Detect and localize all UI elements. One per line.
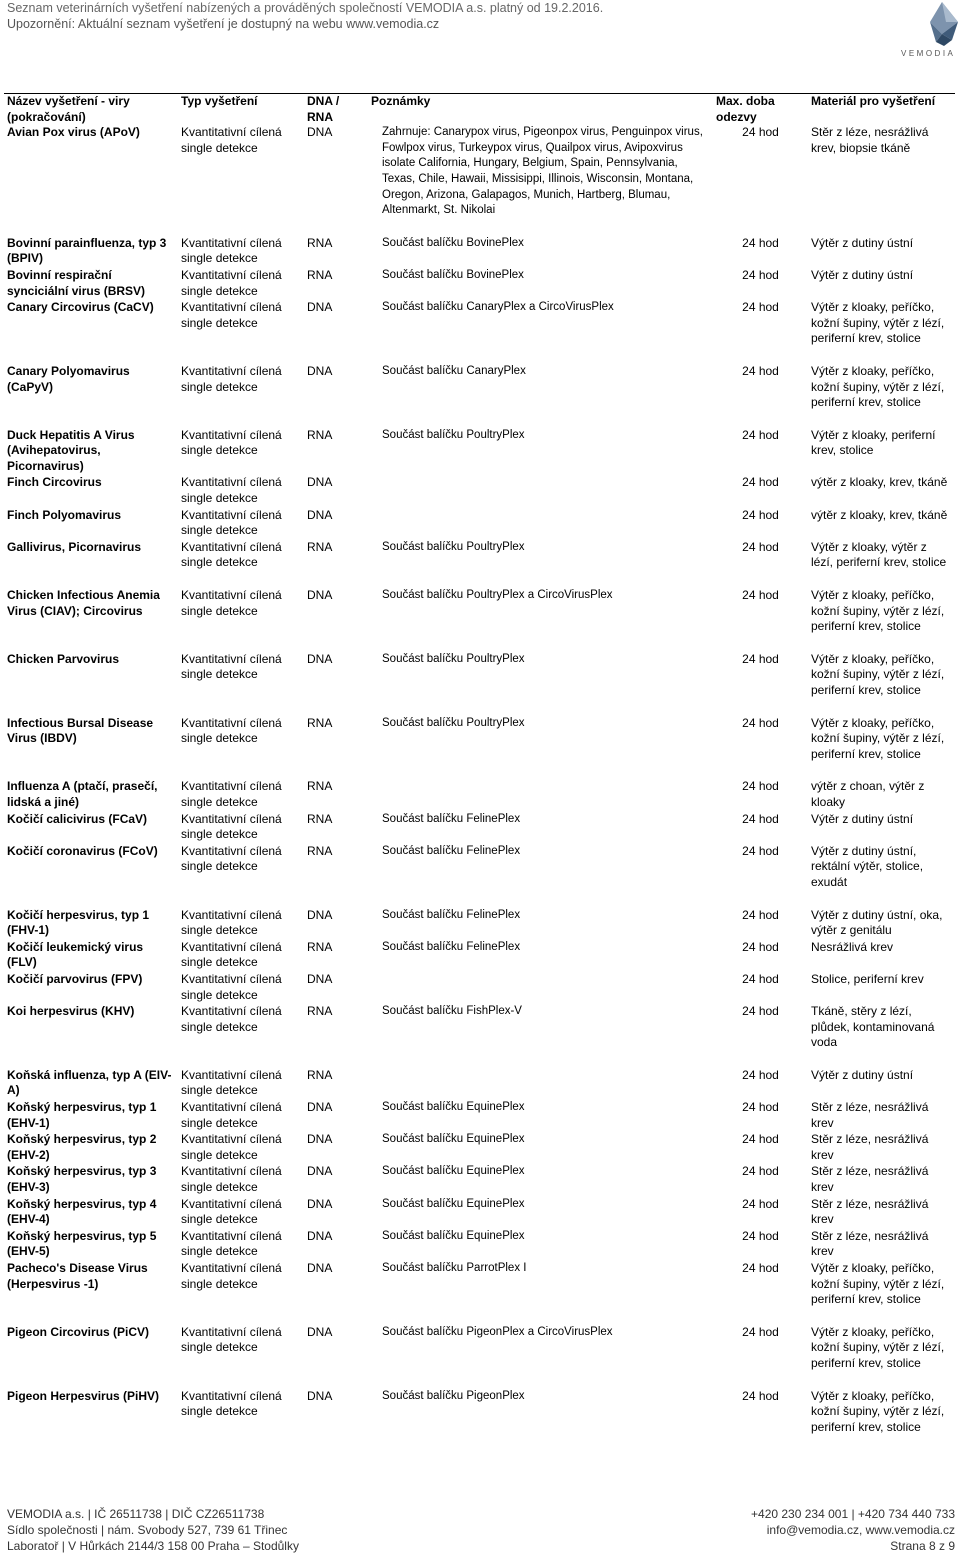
row-virus-name: Canary Polyomavirus (CaPyV) [7,363,130,394]
row-test-type: Kvantitativní cílená single detekce [181,1164,282,1195]
row-virus-name: Finch Circovirus [7,475,102,490]
row-test-type: Kvantitativní cílená single detekce [181,1324,282,1355]
row-virus-name: Infectious Bursal Disease Virus (IBDV) [7,715,154,746]
header-notice: Upozornění: Aktuální seznam vyšetření je dostupný na webu www.vemodia.cz [7,17,440,31]
row-note: Součást balíčku FelinePlex [382,812,521,825]
table-row [4,812,955,844]
table-row [4,779,955,811]
footer-phones: +420 230 234 001 | +420 734 440 733 [751,1507,955,1521]
row-note: Součást balíčku CanaryPlex [382,364,526,377]
row-test-type: Kvantitativní cílená single detekce [181,1100,282,1130]
row-material: Výtěr z dutiny ústní, rektální výtěr, stolice, exudát [811,843,924,889]
logo-wordmark: VEMODIA [901,49,956,58]
row-note: Součást balíčku BovinePlex [382,268,524,281]
footer-left [7,1506,299,1554]
row-spacer [4,220,955,236]
row-test-type: Kvantitativní cílená single detekce [181,539,282,570]
row-dna-rna: DNA [307,300,333,315]
row-max-time: 24 hod [742,507,779,522]
row-max-time: 24 hod [742,267,779,282]
row-max-time: 24 hod [742,539,779,554]
row-material: Stěr z léze, nesrážlivá krev, biopsie tkáně [811,125,929,155]
table-row [4,1068,955,1100]
row-virus-name: Bovinní parainfluenza, typ 3 (BPIV) [7,235,167,266]
row-test-type: Kvantitativní cílená single detekce [181,427,282,458]
row-dna-rna: DNA [307,588,333,603]
row-note: Součást balíčku PoultryPlex a CircoVirusPlex [382,589,613,602]
table-row [4,716,955,764]
spacer-cell [4,572,955,588]
row-dna-rna: DNA [307,907,333,922]
row-material: Výtěr z kloaky, peříčko, kožní šupiny, výtěr z lézí, periferní krev, stolice [811,300,945,346]
row-test-type: Kvantitativní cílená single detekce [181,235,282,266]
row-spacer [4,636,955,652]
row-dna-rna: RNA [307,811,333,826]
row-dna-rna: DNA [307,475,333,490]
row-virus-name: Koňský herpesvirus, typ 2 (EHV-2) [7,1132,157,1162]
row-dna-rna: RNA [307,1067,333,1082]
row-virus-name: Pigeon Herpesvirus (PiHV) [7,1388,160,1403]
row-test-type: Kvantitativní cílená single detekce [181,1388,282,1419]
row-note [368,1068,713,1100]
row-material: Stěr z léze, nesrážlivá krev [811,1132,929,1162]
col-header-type: Typ vyšetření [181,94,258,108]
row-dna-rna: DNA [307,1164,333,1179]
row-dna-rna: DNA [307,1100,333,1115]
row-dna-rna: DNA [307,1228,333,1243]
row-virus-name: Koňský herpesvirus, typ 1 (EHV-1) [7,1100,157,1130]
row-material: Nesrážlivá krev [811,939,894,954]
row-material: výtěr z choan, výtěr z kloaky [811,779,925,809]
row-max-time: 24 hod [742,1324,779,1339]
row-spacer [4,1052,955,1068]
table-header-row [4,94,955,126]
row-virus-name: Koňský herpesvirus, typ 3 (EHV-3) [7,1164,157,1195]
row-dna-rna: DNA [307,125,333,140]
row-max-time: 24 hod [742,588,779,603]
row-max-time: 24 hod [742,427,779,442]
row-virus-name: Avian Pox virus (APoV) [7,125,140,140]
row-virus-name: Gallivirus, Picornavirus [7,539,142,554]
row-virus-name: Kočičí coronavirus (FCoV) [7,843,158,858]
footer-lab: Laboratoř | V Hůrkách 2144/3 158 00 Praha – Stodůlky [7,1539,299,1553]
row-test-type: Kvantitativní cílená single detekce [181,1196,282,1227]
spacer-cell [4,412,955,428]
row-spacer [4,412,955,428]
row-dna-rna: DNA [307,363,333,378]
row-spacer [4,700,955,716]
col-header-material: Materiál pro vyšetření [811,94,936,108]
row-test-type: Kvantitativní cílená single detekce [181,1004,282,1034]
row-note: Součást balíčku CanaryPlex a CircoVirusPlex [382,301,614,314]
footer-seat: Sídlo společnosti | nám. Svobody 527, 739 61 Třinec [7,1523,288,1537]
row-dna-rna: DNA [307,651,333,666]
row-note: Součást balíčku PoultryPlex [382,540,525,553]
row-max-time: 24 hod [742,1100,779,1115]
table-row [4,844,955,892]
row-virus-name: Kočičí parvovirus (FPV) [7,971,143,986]
virus-test-table [4,93,955,1436]
row-material: Stěr z léze, nesrážlivá krev [811,1164,929,1195]
row-note: Součást balíčku PoultryPlex [382,716,525,729]
row-dna-rna: RNA [307,539,333,554]
spacer-cell [4,700,955,716]
row-note: Součást balíčku EquinePlex [382,1165,525,1178]
row-max-time: 24 hod [742,125,779,140]
table-row [4,475,955,507]
row-material: Výtěr z kloaky, peříčko, kožní šupiny, výtěr z lézí, periferní krev, stolice [811,1261,945,1307]
row-note: Součást balíčku FelinePlex [382,940,521,953]
row-note: Součást balíčku PoultryPlex [382,652,525,665]
row-dna-rna: DNA [307,1388,333,1403]
row-material: Výtěr z kloaky, peříčko, kožní šupiny, výtěr z lézí, periferní krev, stolice [811,715,945,761]
row-max-time: 24 hod [742,1196,779,1211]
spacer-cell [4,892,955,908]
table-row [4,1132,955,1164]
row-spacer [4,572,955,588]
footer-contact: info@vemodia.cz, www.vemodia.cz [766,1523,955,1537]
table-row [4,1389,955,1437]
row-max-time: 24 hod [742,235,779,250]
row-max-time: 24 hod [742,1261,779,1275]
row-material: Stěr z léze, nesrážlivá krev [811,1196,929,1227]
row-virus-name: Kočičí leukemický virus (FLV) [7,939,144,970]
table-row [4,1261,955,1309]
row-dna-rna: RNA [307,715,333,730]
row-dna-rna: RNA [307,267,333,282]
col-header-time: Max. doba odezvy [716,94,775,124]
row-virus-name: Influenza A (ptačí, prasečí, lidská a jiné) [7,779,158,809]
row-virus-name: Pacheco's Disease Virus (Herpesvirus -1) [7,1261,148,1291]
row-dna-rna: RNA [307,1004,333,1019]
row-virus-name: Duck Hepatitis A Virus (Avihepatovirus, Picornavirus) [7,427,135,473]
row-material: Výtěr z kloaky, peříčko, kožní šupiny, výtěr z lézí, periferní krev, stolice [811,651,945,697]
row-material: Výtěr z kloaky, periferní krev, stolice [811,427,936,458]
row-test-type: Kvantitativní cílená single detekce [181,779,282,809]
row-virus-name: Koi herpesvirus (KHV) [7,1004,135,1019]
row-material: Stěr z léze, nesrážlivá krev [811,1100,929,1130]
row-dna-rna: DNA [307,971,333,986]
row-virus-name: Koňský herpesvirus, typ 5 (EHV-5) [7,1228,157,1259]
row-note: Součást balíčku EquinePlex [382,1197,525,1210]
row-virus-name: Chicken Parvovirus [7,651,120,666]
row-max-time: 24 hod [742,939,779,954]
table-row [4,364,955,412]
row-material: Výtěr z kloaky, peříčko, kožní šupiny, výtěr z lézí, periferní krev, stolice [811,1388,945,1434]
table-row [4,1004,955,1052]
table-row [4,1229,955,1261]
row-dna-rna: DNA [307,1132,333,1147]
table-row [4,588,955,636]
row-material: Výtěr z dutiny ústní [811,1067,914,1082]
row-note: Součást balíčku ParrotPlex I [382,1262,527,1274]
row-test-type: Kvantitativní cílená single detekce [181,267,282,298]
row-material: Výtěr z kloaky, peříčko, kožní šupiny, výtěr z lézí, periferní krev, stolice [811,363,945,410]
row-note: Součást balíčku FelinePlex [382,908,521,921]
row-max-time: 24 hod [742,715,779,730]
row-material: Tkáně, stěry z lézí, plůdek, kontaminovaná voda [811,1004,935,1050]
row-note: Součást balíčku EquinePlex [382,1229,525,1242]
row-test-type: Kvantitativní cílená single detekce [181,939,282,970]
row-dna-rna: RNA [307,427,333,442]
row-material: Výtěr z kloaky, peříčko, kožní šupiny, výtěr z lézí, periferní krev, stolice [811,588,945,634]
row-max-time: 24 hod [742,1388,779,1403]
row-material: Výtěr z dutiny ústní [811,267,914,282]
row-test-type: Kvantitativní cílená single detekce [181,1132,282,1162]
row-test-type: Kvantitativní cílená single detekce [181,651,282,682]
table-row [4,1197,955,1229]
row-dna-rna: DNA [307,1261,333,1275]
spacer-cell [4,1309,955,1325]
row-note: Součást balíčku PoultryPlex [382,428,525,441]
row-test-type: Kvantitativní cílená single detekce [181,300,282,330]
row-max-time: 24 hod [742,1132,779,1147]
row-note: Součást balíčku EquinePlex [382,1133,525,1146]
row-material: Výtěr z dutiny ústní [811,235,914,250]
row-dna-rna: RNA [307,843,333,858]
row-dna-rna: RNA [307,235,333,250]
row-note: Součást balíčku PigeonPlex [382,1389,525,1402]
row-max-time: 24 hod [742,1164,779,1179]
row-material: výtěr z kloaky, krev, tkáně [811,507,948,522]
row-max-time: 24 hod [742,811,779,826]
table-row [4,508,955,540]
row-max-time: 24 hod [742,779,779,794]
row-max-time: 24 hod [742,971,779,986]
row-test-type: Kvantitativní cílená single detekce [181,715,282,746]
row-dna-rna: RNA [307,939,333,954]
row-spacer [4,1309,955,1325]
footer-company: VEMODIA a.s. | IČ 26511738 | DIČ CZ26511738 [7,1507,265,1521]
row-virus-name: Bovinní respirační synciciální virus (BRSV) [7,267,146,298]
row-virus-name: Pigeon Circovirus (PiCV) [7,1324,150,1339]
row-test-type: Kvantitativní cílená single detekce [181,363,282,394]
table-row [4,1164,955,1196]
row-spacer [4,348,955,364]
row-dna-rna: DNA [307,1196,333,1211]
table-row [4,268,955,300]
row-test-type: Kvantitativní cílená single detekce [181,843,282,874]
col-header-dna-rna: DNA / RNA [307,94,340,124]
table-row [4,428,955,476]
row-test-type: Kvantitativní cílená single detekce [181,507,282,538]
row-note [368,508,713,540]
header-validity: Seznam veterinárních vyšetření nabízených a prováděných společností VEMODIA a.s. platný od 19.2.2016. [7,1,604,15]
row-max-time: 24 hod [742,300,779,315]
row-spacer [4,763,955,779]
spacer-cell [4,1052,955,1068]
row-virus-name: Chicken Infectious Anemia Virus (CIAV); Circovirus [7,588,160,618]
table-row [4,540,955,572]
row-virus-name: Kočičí calicivirus (FCaV) [7,811,148,826]
table-row [4,972,955,1004]
table-row [4,125,955,220]
table-row [4,1100,955,1132]
table-row [4,1325,955,1373]
row-max-time: 24 hod [742,1004,779,1019]
row-material: výtěr z kloaky, krev, tkáně [811,475,948,490]
row-test-type: Kvantitativní cílená single detekce [181,971,282,1002]
table-body [4,125,955,1436]
spacer-cell [4,763,955,779]
row-dna-rna: RNA [307,779,333,794]
row-note: Součást balíčku BovinePlex [382,236,524,249]
row-dna-rna: DNA [307,1324,333,1339]
col-header-name: Název vyšetření - viry (pokračování) [7,94,130,124]
row-virus-name: Koňský herpesvirus, typ 4 (EHV-4) [7,1196,157,1227]
row-max-time: 24 hod [742,1228,779,1243]
row-test-type: Kvantitativní cílená single detekce [181,1261,282,1291]
row-dna-rna: DNA [307,507,333,522]
row-note [368,972,713,1004]
row-note: Zahrnuje: Canarypox virus, Pigeonpox virus, Penguinpox virus, Fowlpox virus, Turkeypox virus, Quailpox virus, Avipoxvirus isolate California, Hungary, Belgium, Spain, Pennsylvania, Texas, Chile, Hawaii, Missisippi, Illinois, Wisconsin, Montana, Oregon, Arizona, Galapagos, Munich, Hartberg, Blumau, Altenmarkt, St. Nikolai [382,126,703,217]
row-virus-name: Canary Circovirus (CaCV) [7,300,154,315]
row-spacer [4,1373,955,1389]
row-note [368,779,713,811]
spacer-cell [4,636,955,652]
page-header [7,0,887,32]
row-test-type: Kvantitativní cílená single detekce [181,1228,282,1259]
row-note: Součást balíčku FelinePlex [382,844,521,857]
row-note: Součást balíčku EquinePlex [382,1101,525,1114]
footer-page-number: Strana 8 z 9 [890,1539,955,1553]
row-material: Výtěr z dutiny ústní, oka, výtěr z genitálu [811,907,943,938]
row-material: Výtěr z kloaky, výtěr z lézí, periferní krev, stolice [811,539,947,570]
row-material: Stolice, periferní krev [811,971,924,986]
row-max-time: 24 hod [742,1067,779,1082]
row-note: Součást balíčku FishPlex-V [382,1005,522,1018]
row-spacer [4,892,955,908]
row-max-time: 24 hod [742,475,779,490]
spacer-cell [4,220,955,236]
row-max-time: 24 hod [742,651,779,666]
row-test-type: Kvantitativní cílená single detekce [181,907,282,938]
table-row [4,300,955,348]
row-virus-name: Kočičí herpesvirus, typ 1 (FHV-1) [7,907,150,938]
row-max-time: 24 hod [742,843,779,858]
spacer-cell [4,348,955,364]
row-test-type: Kvantitativní cílená single detekce [181,125,282,155]
row-virus-name: Finch Polyomavirus [7,507,122,522]
row-test-type: Kvantitativní cílená single detekce [181,811,282,842]
row-note [368,475,713,507]
table-row [4,652,955,700]
table-row [4,908,955,940]
col-header-notes: Poznámky [371,94,431,108]
footer-right [751,1506,955,1554]
row-material: Výtěr z kloaky, peříčko, kožní šupiny, výtěr z lézí, periferní krev, stolice [811,1324,945,1370]
table-row [4,940,955,972]
row-material: Výtěr z dutiny ústní [811,811,914,826]
row-test-type: Kvantitativní cílená single detekce [181,1067,282,1098]
row-test-type: Kvantitativní cílená single detekce [181,475,282,506]
row-virus-name: Koňská influenza, typ A (EIV-A) [7,1067,172,1098]
row-test-type: Kvantitativní cílená single detekce [181,588,282,618]
table-row [4,236,955,268]
row-max-time: 24 hod [742,363,779,378]
row-note: Součást balíčku PigeonPlex a CircoVirusPlex [382,1325,613,1338]
row-material: Stěr z léze, nesrážlivá krev [811,1228,929,1259]
spacer-cell [4,1373,955,1389]
row-max-time: 24 hod [742,907,779,922]
